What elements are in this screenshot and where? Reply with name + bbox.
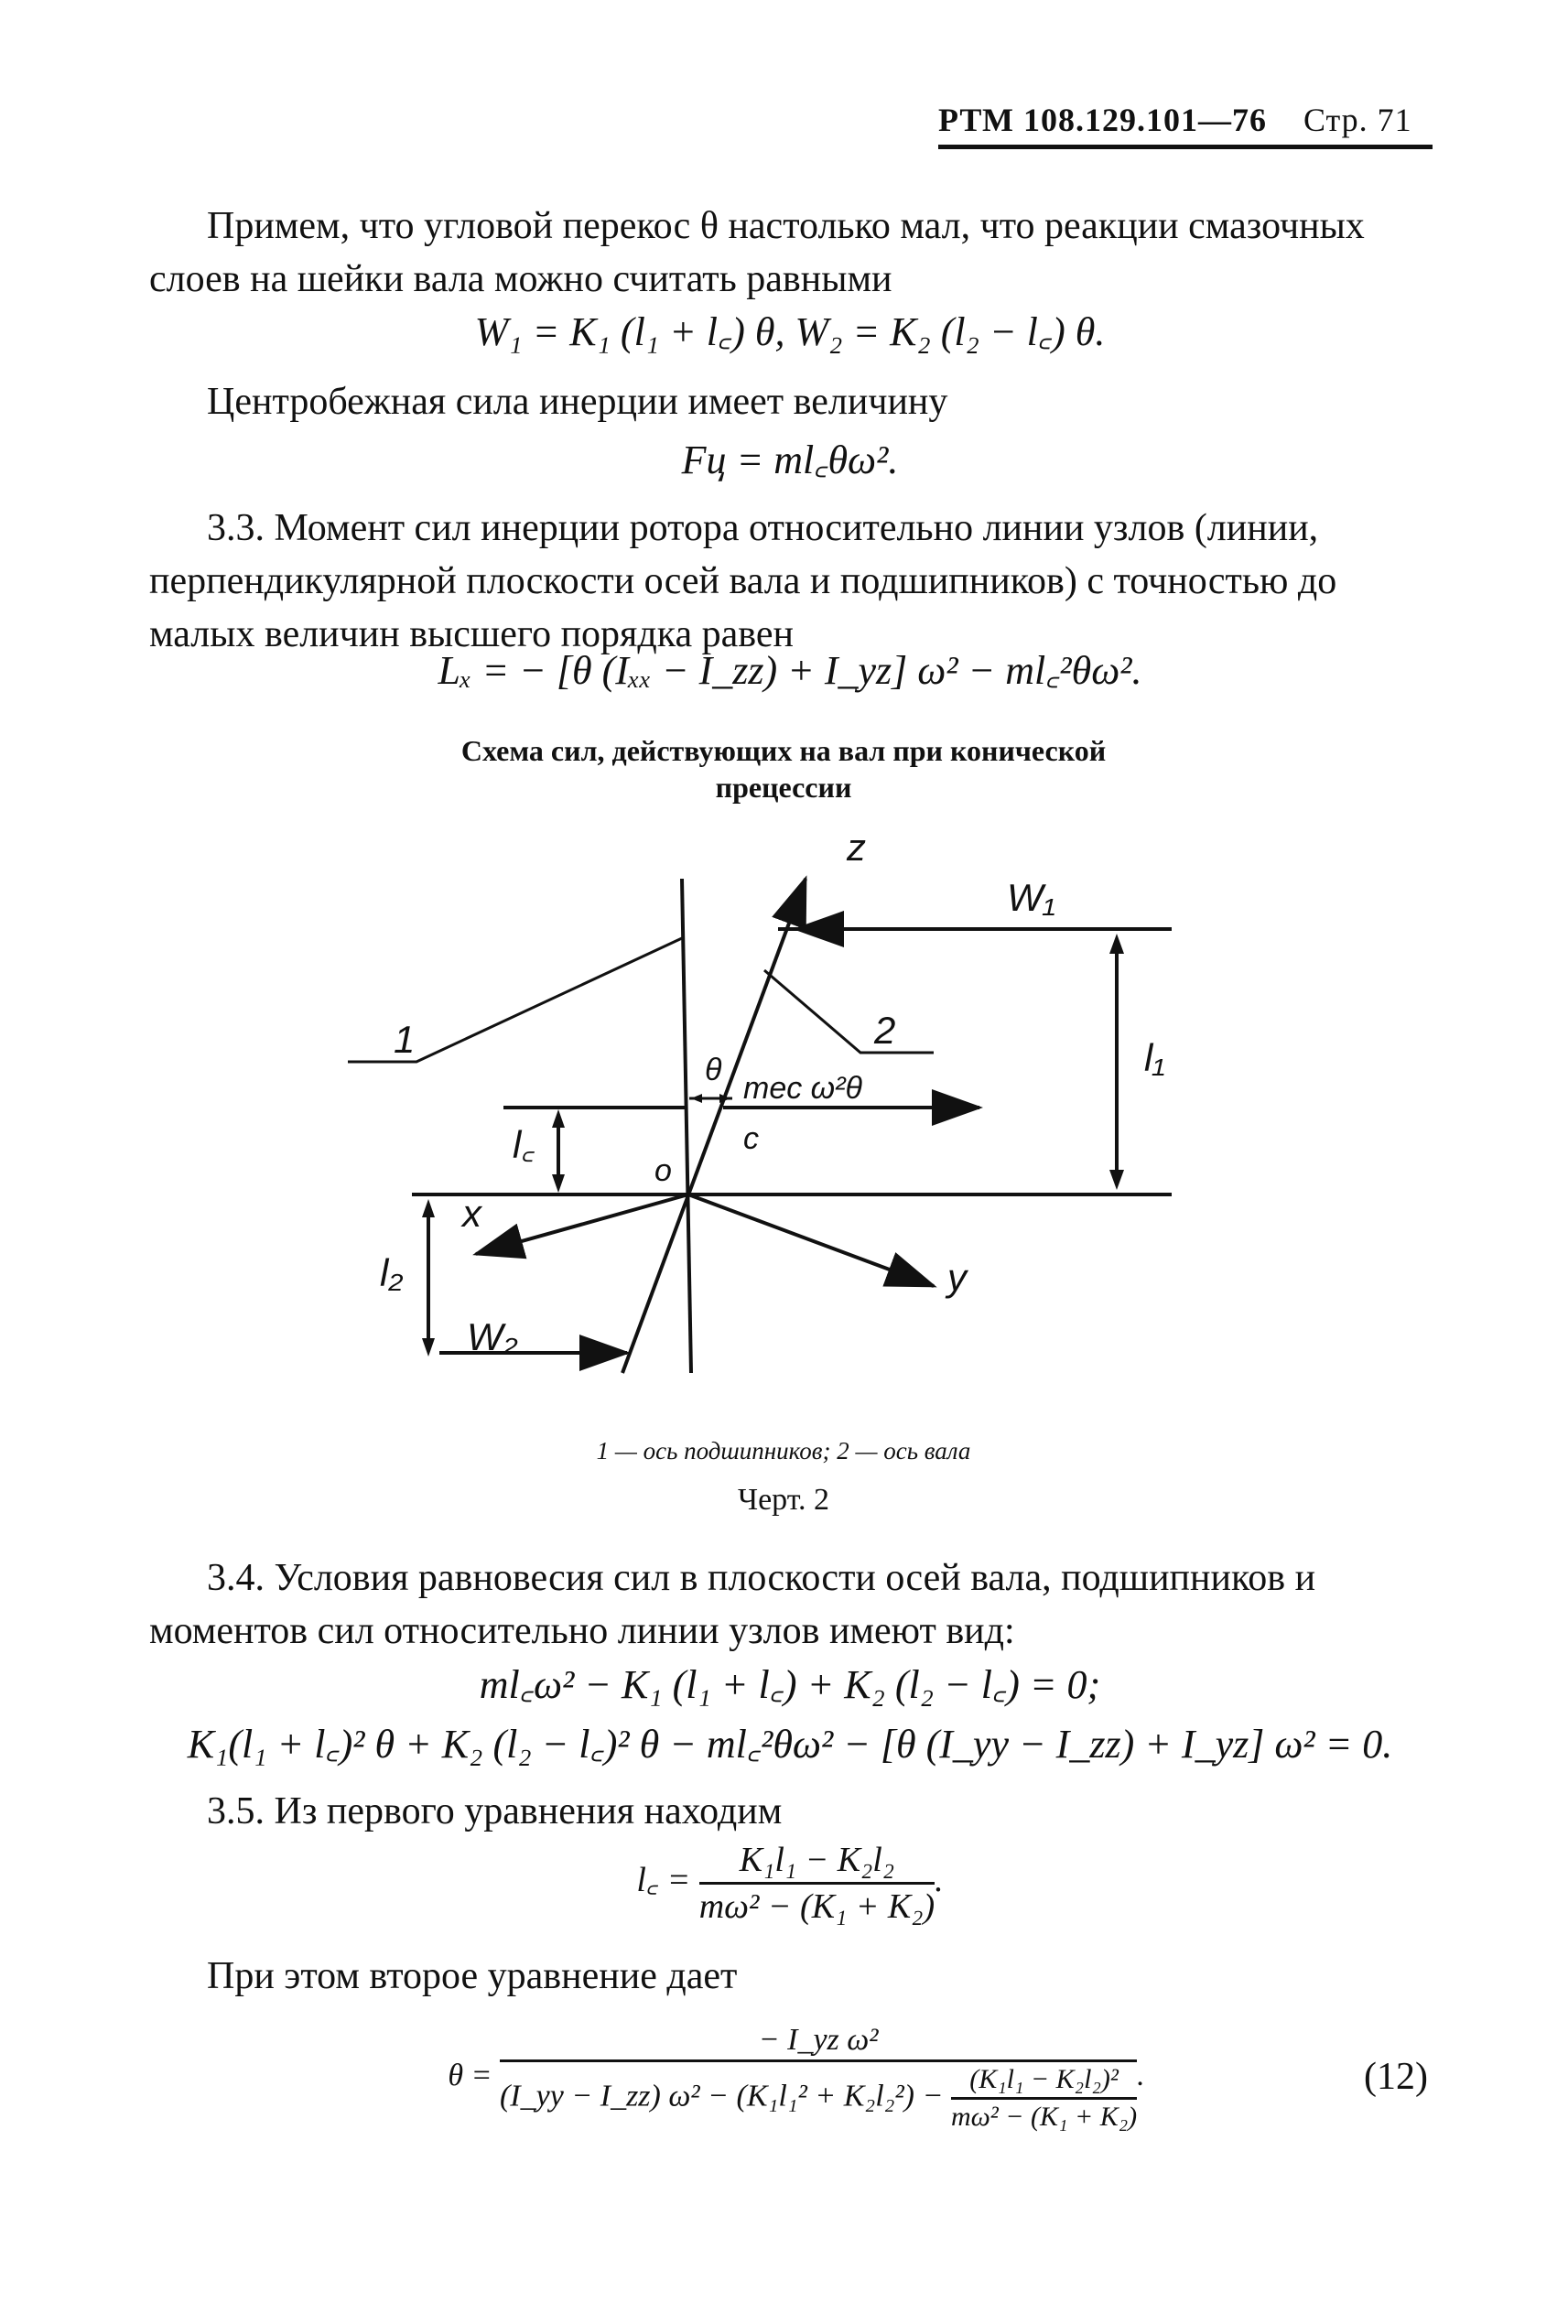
figure-title <box>326 732 1241 805</box>
equation-12-denominator-main: (I_yy − I_zz) ω² − (K₁l₁² + K₂l₂²) − <box>499 2079 944 2113</box>
label-w2: W₂ <box>467 1315 518 1358</box>
x-axis-arrow <box>476 1194 688 1254</box>
equation-12-number: (12) <box>1364 2056 1428 2098</box>
figure-legend: 1 — ось подшипников; 2 — ось вала <box>596 1437 971 1465</box>
equation-lc-end: . <box>935 1861 944 1900</box>
label-y: y <box>947 1256 967 1299</box>
equation-12-lhs: θ = <box>448 2058 492 2092</box>
label-x: x <box>462 1192 481 1235</box>
force-diagram <box>348 824 1227 1391</box>
equation-12-end: . <box>1137 2058 1145 2092</box>
header-rule <box>938 145 1433 149</box>
paragraph-assumption: Примем, что угловой перекос θ настолько мал, что реакции смазочных слоев на шейки вала можно считать равными <box>149 205 1365 300</box>
label-l1: l₁ <box>1144 1036 1165 1079</box>
equation-moment-balance: K₁(l₁ + l꜀)² θ + K₂ (l₂ − l꜀)² θ − ml꜀²θω² − [θ (I_yy − I_zz) + I_yz] ω² = 0. <box>187 1722 1393 1767</box>
equation-12-denominator <box>500 2062 1137 2133</box>
paragraph-3-4: 3.4. Условия равновесия сил в плоскости осей вала, подшипников и моментов сил относительно линии узлов имеют вид: <box>149 1557 1316 1652</box>
label-lc: l꜀ <box>513 1123 535 1166</box>
figure-number: Черт. 2 <box>737 1483 830 1517</box>
paragraph-3-3: 3.3. Момент сил инерции ротора относительно линии узлов (линии, перпендикулярной плоскости осей вала и подшипников) с точностью до малых величин высшего порядка равен <box>149 507 1337 655</box>
label-l2: l₂ <box>380 1251 404 1294</box>
bearing-axis-line <box>682 879 691 1373</box>
equation-moment: Lₓ = − [θ (Iₓₓ − I_zz) + I_yz] ω² − ml꜀²θω². <box>438 648 1142 693</box>
document-code: РТМ 108.129.101—76 <box>938 102 1267 138</box>
label-w1: W₁ <box>1007 876 1055 919</box>
label-force: mec ω²θ <box>743 1071 862 1106</box>
paragraph-3-5: 3.5. Из первого уравнения находим <box>207 1790 783 1832</box>
page-header <box>938 101 1412 139</box>
equation-lc-denominator: mω² − (K₁ + K₂) <box>698 1887 935 1926</box>
label-2: 2 <box>874 1009 896 1052</box>
paragraph-centrifugal: Центробежная сила инерции имеет величину <box>207 381 948 423</box>
equation-12-inner-numerator: (K₁l₁ − K₂l₂)² <box>951 2064 1137 2100</box>
equation-12-numerator: − I_yz ω² <box>500 2023 1137 2062</box>
equation-lc-fraction <box>699 1840 935 1927</box>
equation-reactions: W₁ = K₁ (l₁ + l꜀) θ, W₂ = K₂ (l₂ − l꜀) θ. <box>474 309 1106 354</box>
equation-lc-numerator: K₁l₁ − K₂l₂ <box>699 1840 935 1885</box>
equation-force-balance: ml꜀ω² − K₁ (l₁ + l꜀) + K₂ (l₂ − l꜀) = 0; <box>479 1662 1101 1707</box>
figure-title-line1: Схема сил, действующих на вал при конической <box>460 734 1107 767</box>
figure-title-line2: прецессии <box>715 771 852 804</box>
paragraph-second-equation: При этом второе уравнение дает <box>207 1955 738 1997</box>
equation-lc-lhs: l꜀ = <box>636 1861 691 1900</box>
y-axis-arrow <box>688 1194 934 1286</box>
equation-centrifugal-force: Fц = ml꜀θω². <box>681 438 899 482</box>
equation-lc <box>149 1840 1431 1927</box>
label-z: z <box>847 826 866 869</box>
label-1: 1 <box>394 1018 416 1061</box>
label-theta: θ <box>705 1053 722 1087</box>
label-o: o <box>654 1153 672 1188</box>
equation-12-inner-fraction <box>951 2064 1137 2133</box>
equation-12-fraction <box>500 2023 1137 2133</box>
equation-12 <box>220 2023 1373 2133</box>
leader-2 <box>764 970 934 1053</box>
label-c: c <box>743 1121 759 1156</box>
equation-12-inner-denominator: mω² − (K₁ + K₂) <box>950 2102 1138 2132</box>
page-number: Стр. 71 <box>1303 102 1412 138</box>
